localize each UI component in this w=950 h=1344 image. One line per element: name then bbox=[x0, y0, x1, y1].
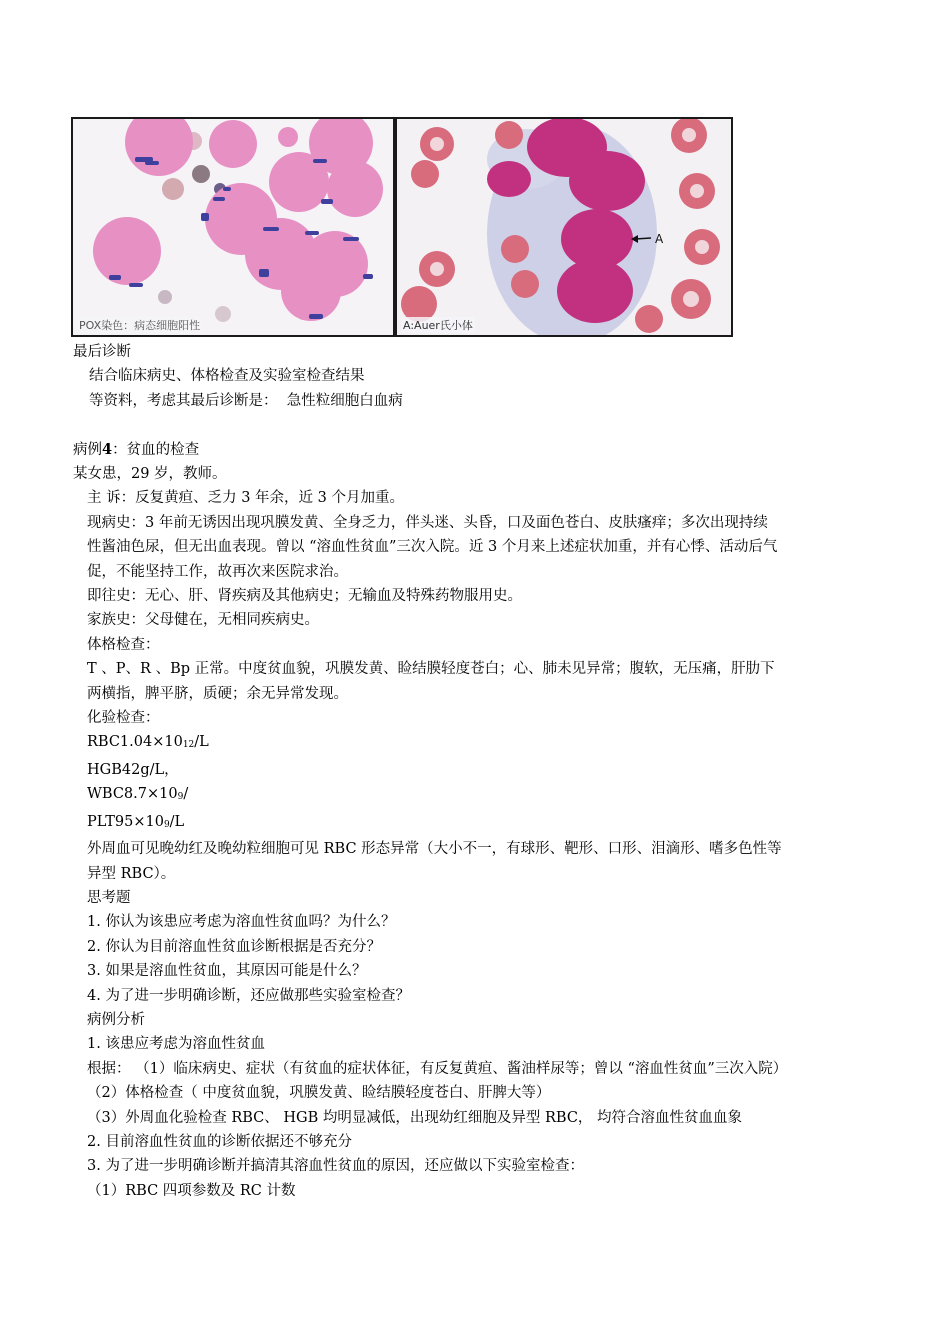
chief-complaint: 主 诉：反复黄疸、乏力 3 年余，近 3 个月加重。 bbox=[87, 490, 404, 507]
auer-body-micrograph bbox=[395, 117, 733, 337]
question-item: 3. 如果是溶血性贫血，其原因可能是什么？ bbox=[87, 963, 367, 980]
auer-body-image bbox=[397, 119, 731, 335]
analysis-heading: 病例分析 bbox=[87, 1011, 145, 1028]
question-item: 2. 你认为目前溶血性贫血诊断根据是否充分？ bbox=[87, 938, 381, 955]
analysis-basis3: （3）外周血化验检查 RBC、 HGB 均明显减低，出现幼红细胞及异型 RBC， 均符合溶血性贫血血象 bbox=[87, 1109, 743, 1126]
question-item: 4. 为了进一步明确诊断，还应做那些实验室检查？ bbox=[87, 987, 410, 1004]
present-history-line3: 促，不能坚持工作，故再次来医院求治。 bbox=[87, 563, 348, 580]
diagnosis-prefix: 等资料，考虑其最后诊断是： bbox=[89, 392, 278, 409]
diagnosis-heading: 最后诊断 bbox=[73, 344, 131, 360]
rbc-unit: /L bbox=[194, 734, 209, 751]
lab-heading: 化验检查： bbox=[87, 710, 160, 727]
family-history: 家族史：父母健在，无相同疾病史。 bbox=[87, 612, 319, 629]
analysis-point1: 1. 该患应考虑为溶血性贫血 bbox=[87, 1036, 265, 1053]
analysis-point2: 2. 目前溶血性贫血的诊断依据还不够充分 bbox=[87, 1133, 352, 1150]
question-item: 1. 你认为该患应考虑为溶血性贫血吗？为什么？ bbox=[87, 914, 396, 931]
arrow-label: A bbox=[655, 232, 664, 246]
diagnosis-line1: 结合临床病史、体格检查及实验室检查结果 bbox=[89, 368, 365, 385]
analysis-basis: 根据： （1）临床病史、症状（有贫血的症状体征，有反复黄疸、酱油样尿等；曾以 “溶血性贫血”三次入院） bbox=[87, 1060, 788, 1077]
case-title-prefix: 病例 bbox=[73, 441, 102, 458]
lab-rbc bbox=[73, 730, 883, 757]
diagnosis-line2 bbox=[73, 389, 883, 413]
smear-line1: 外周血可见晚幼红及晚幼粒细胞可见 RBC 形态异常（大小不一，有球形、靶形、口形、泪滴形、嗜多色性等 bbox=[87, 841, 782, 858]
lab-wbc bbox=[73, 782, 883, 809]
patient-info: 某女患，29 岁，教师。 bbox=[73, 466, 227, 483]
past-history: 即往史：无心、肝、肾疾病及其他病史；无输血及特殊药物服用史。 bbox=[87, 588, 522, 605]
analysis-basis2: （2）体格检查（ 中度贫血貌，巩膜发黄、睑结膜轻度苍白、肝脾大等） bbox=[87, 1085, 551, 1102]
case-title-rest: ：贫血的检查 bbox=[112, 441, 200, 458]
present-history-line2: 性酱油色尿，但无出血表现。曾以 “溶血性贫血”三次入院。近 3 个月来上述症状加重，并有心悸、活动后气 bbox=[87, 539, 778, 556]
plt-unit: /L bbox=[169, 813, 185, 830]
smear-line2: 异型 RBC）。 bbox=[87, 865, 176, 882]
wbc-value: WBC8.7×10 bbox=[87, 786, 178, 803]
wbc-unit: / bbox=[183, 786, 189, 803]
plt-exponent: 9 bbox=[163, 819, 170, 830]
diagnosis-result: 急性粒细胞白血病 bbox=[286, 392, 403, 409]
document-body bbox=[73, 340, 883, 1203]
analysis-point3: 3. 为了进一步明确诊断并搞清其溶血性贫血的原因，还应做以下实验室检查： bbox=[87, 1158, 584, 1175]
figure-caption: POX染色：病态细胞阳性 bbox=[79, 319, 201, 332]
figure-row bbox=[71, 117, 733, 337]
plt-value: PLT95×10 bbox=[87, 813, 164, 830]
rbc-value: RBC1.04×10 bbox=[87, 734, 183, 751]
questions-heading: 思考题 bbox=[87, 889, 131, 906]
exam-heading: 体格检查： bbox=[87, 636, 160, 653]
rbc-exponent: 12 bbox=[182, 740, 195, 751]
present-history-line1: 现病史：3 年前无诱因出现巩膜发黄、全身乏力，伴头迷、头昏，口及面色苍白、皮肤瘙痒；多次出现持续 bbox=[87, 514, 768, 531]
lab-hgb: HGB42g/L， bbox=[87, 761, 179, 778]
pox-stain-micrograph bbox=[71, 117, 395, 337]
exam-line1: T 、P、R 、Bp 正常。中度贫血貌，巩膜发黄、睑结膜轻度苍白；心、肺未见异常；腹软，无压痛，肝肋下 bbox=[87, 661, 775, 678]
case-title bbox=[73, 438, 883, 462]
exam-line2: 两横指，脾平脐，质硬；余无异常发现。 bbox=[87, 685, 348, 702]
case-number: 4 bbox=[102, 440, 113, 458]
wbc-exponent: 9 bbox=[177, 792, 184, 803]
lab-plt bbox=[73, 810, 883, 837]
pox-stain-image bbox=[73, 119, 393, 335]
analysis-point3-sub1: （1）RBC 四项参数及 RC 计数 bbox=[87, 1182, 296, 1199]
figure-caption: A:Auer氏小体 bbox=[403, 319, 473, 332]
